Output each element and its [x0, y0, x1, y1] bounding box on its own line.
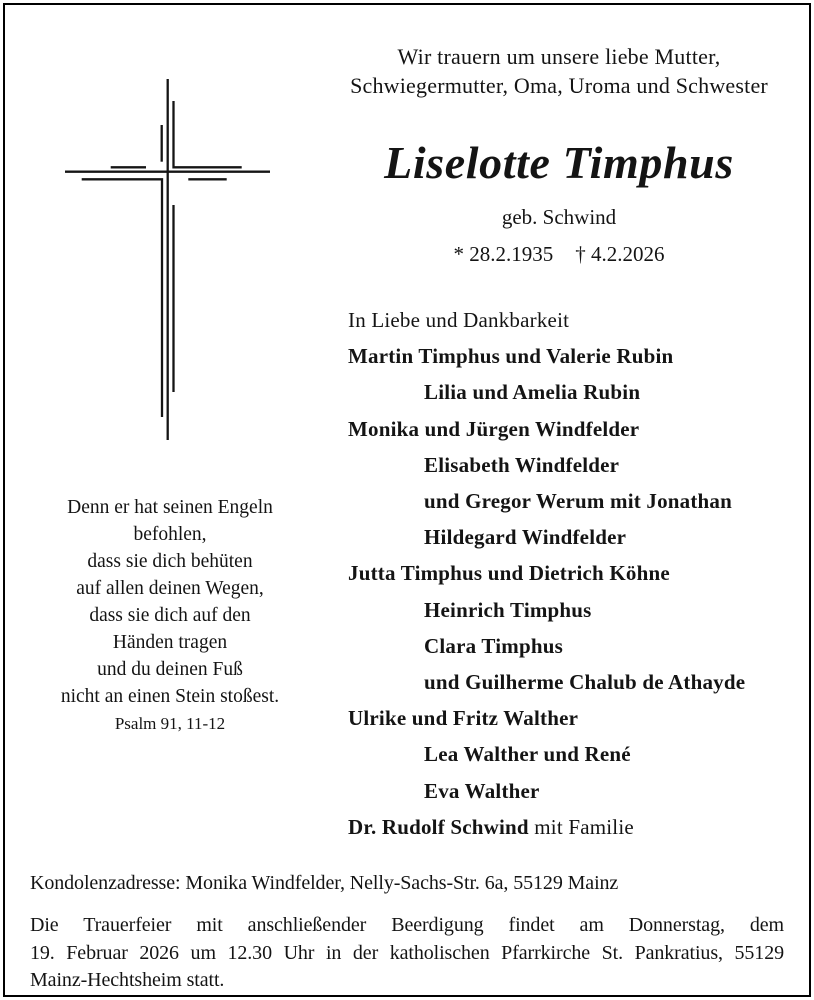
- mourner-entry: Clara Timphus: [424, 633, 563, 658]
- death-date: † 4.2.2026: [575, 242, 665, 266]
- mourner-entry-suffix: mit Familie: [528, 814, 634, 839]
- verse-line: und du deinen Fuß: [97, 659, 243, 680]
- intro-line-2: Schwiegermutter, Oma, Uroma und Schwester: [350, 73, 768, 98]
- condolence-address: Kondolenzadresse: Monika Windfelder, Nelly-Sachs-Str. 6a, 55129 Mainz: [30, 872, 619, 894]
- mourner-entry: Ulrike und Fritz Walther: [348, 706, 579, 731]
- mourners-intro: In Liebe und Dankbarkeit: [348, 308, 570, 332]
- funeral-line: 19. Februar 2026 um 12.30 Uhr in der katholischen Pfarrkirche St. Pankratius, 55129: [30, 941, 784, 964]
- verse-line: Händen tragen: [112, 632, 228, 653]
- life-dates: [322, 242, 796, 267]
- verse-line: nicht an einen Stein stoßest.: [60, 686, 280, 707]
- deceased-name: Liselotte Timphus: [384, 137, 734, 188]
- verse-source: Psalm 91, 11-12: [114, 714, 226, 733]
- mourner-entry: [348, 809, 798, 845]
- birth-date: * 28.2.1935: [453, 242, 554, 266]
- verse-line: befohlen,: [133, 524, 207, 545]
- psalm-verse: [26, 494, 314, 737]
- mourners-list: [348, 302, 798, 845]
- verse-line: auf allen deinen Wegen,: [76, 578, 264, 599]
- mourner-entry: Martin Timphus und Valerie Rubin: [348, 344, 674, 369]
- funeral-line: Mainz-Hechtsheim statt.: [30, 969, 225, 991]
- mourner-entry: Eva Walther: [424, 778, 540, 803]
- mourner-entry-bold: Dr. Rudolf Schwind: [348, 814, 529, 839]
- verse-line: Denn er hat seinen Engeln: [67, 497, 273, 518]
- memorial-cross-icon: [60, 75, 275, 445]
- mourner-entry: Monika und Jürgen Windfelder: [348, 416, 640, 441]
- mourner-entry: Elisabeth Windfelder: [424, 452, 620, 477]
- funeral-line: Die Trauerfeier mit anschließender Beerdigung findet am Donnerstag, dem: [30, 914, 784, 936]
- verse-line: dass sie dich behüten: [87, 551, 253, 572]
- funeral-info: [30, 912, 784, 995]
- mourner-entry: Heinrich Timphus: [424, 597, 592, 622]
- mourner-entry: Lea Walther und René: [424, 742, 631, 767]
- intro-text: [322, 42, 796, 100]
- mourner-entry: und Guilherme Chalub de Athayde: [424, 670, 746, 695]
- mourner-entry: Jutta Timphus und Dietrich Köhne: [348, 561, 670, 586]
- maiden-name: geb. Schwind: [501, 205, 617, 229]
- mourner-entry: Lilia und Amelia Rubin: [424, 380, 641, 405]
- mourner-entry: Hildegard Windfelder: [424, 525, 627, 550]
- mourner-entry: und Gregor Werum mit Jonathan: [424, 489, 733, 514]
- intro-line-1: Wir trauern um unsere liebe Mutter,: [397, 44, 721, 69]
- verse-line: dass sie dich auf den: [89, 605, 251, 626]
